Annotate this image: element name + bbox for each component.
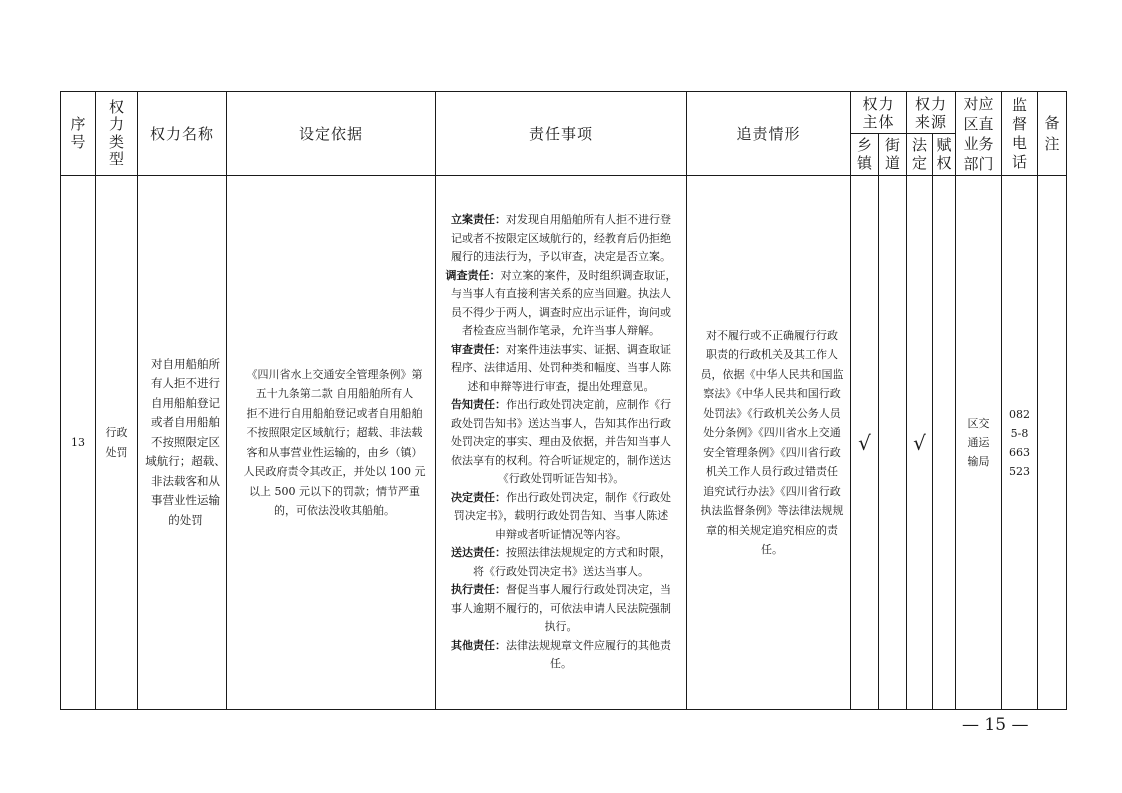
header-seq: 序 号 xyxy=(61,92,96,176)
check-street xyxy=(879,176,907,710)
cell-dept: 区交 通运 输局 xyxy=(956,176,1002,710)
responsibility-label: 调查责任： xyxy=(445,268,501,282)
responsibility-item xyxy=(436,637,686,674)
header-subject-street: 街 道 xyxy=(879,134,907,176)
responsibility-label: 告知责任： xyxy=(451,398,506,412)
header-source-statutory: 法 定 xyxy=(907,134,933,176)
check-granted xyxy=(933,176,956,710)
responsibility-item xyxy=(436,341,686,397)
responsibility-item xyxy=(436,267,686,341)
cell-basis: 《四川省水上交通安全管理条例》第 五十九条第二款 自用船舶所有人 拒不进行自用船舶登记或者自用船舶 不按照限定区域航行；超载、非法载 客和从事营业性运输的，由乡（镇） 人民政府责令其改正，并处以 100 元 以上 500 元以下的罚款；情节严重 的，可依法没收其船舶。 xyxy=(227,176,436,710)
responsibility-item xyxy=(436,489,686,545)
header-subject-town: 乡 镇 xyxy=(851,134,879,176)
header-responsibility: 责任事项 xyxy=(436,92,687,176)
check-town: √ xyxy=(851,176,879,710)
header-subject: 权力 主体 xyxy=(851,92,907,134)
responsibility-item xyxy=(436,211,686,267)
responsibility-text: 对案件违法事实、证据、调查取证 程序、法律适用、处罚种类和幅度、当事人陈 述和申辩等进行审查，提出处理意见。 xyxy=(451,342,671,393)
responsibility-label: 执行责任： xyxy=(451,583,506,597)
header-accountability: 追责情形 xyxy=(687,92,851,176)
header-basis: 设定依据 xyxy=(227,92,436,176)
header-type: 权 力 类 型 xyxy=(96,92,138,176)
header-remark: 备 注 xyxy=(1038,92,1067,176)
responsibility-text: 按照法律法规规定的方式和时限， 将《行政处罚决定书》送达当事人。 xyxy=(473,546,671,578)
responsibility-item xyxy=(436,544,686,581)
page-number: — 15 — xyxy=(962,715,1029,735)
responsibility-text: 督促当事人履行行政处罚决定，当 事人逾期不履行的，可依法申请人民法院强制 执行。 xyxy=(451,583,671,634)
responsibility-text: 作出行政处罚决定前，应制作《行 政处罚告知书》送达当事人，告知其作出行政 处罚决定的事实、理由及依据，并告知当事人 依法享有的权利。符合听证规定的，制作送达 《行政处罚听证告知书》。 xyxy=(451,398,671,486)
header-phone: 监 督 电 话 xyxy=(1002,92,1038,176)
responsibility-label: 审查责任： xyxy=(451,342,506,356)
cell-accountability: 对不履行或不正确履行行政 职责的行政机关及其工作人 员，依据《中华人民共和国监 察法》《中华人民共和国行政 处罚法》《行政机关公务人员 处分条例》《四川省水上交通 安全管理条例》《四川省行政 机关工作人员行政过错责任 追究试行办法》《四川省行政 执法监督条例》等法律法规规 章的相关规定追究相应的责 任。 xyxy=(687,176,851,710)
cell-type: 行政 处罚 xyxy=(96,176,138,710)
responsibility-label: 立案责任： xyxy=(451,213,506,227)
responsibility-item xyxy=(436,396,686,489)
cell-name: 对自用船舶所 有人拒不进行 自用船舶登记 或者自用船舶 不按照限定区 域航行；超载、 非法载客和从 事营业性运输 的处罚 xyxy=(138,176,227,710)
responsibility-item xyxy=(436,581,686,637)
power-list-table xyxy=(60,91,1067,710)
header-dept: 对应 区直 业务 部门 xyxy=(956,92,1002,176)
header-name: 权力名称 xyxy=(138,92,227,176)
responsibility-text: 作出行政处罚决定，制作《行政处 罚决定书》，载明行政处罚告知、当事人陈述 申辩或者听证情况等内容。 xyxy=(453,490,671,541)
responsibility-label: 决定责任： xyxy=(451,490,506,504)
header-source: 权力 来源 xyxy=(907,92,956,134)
cell-remark xyxy=(1038,176,1067,710)
cell-seq: 13 xyxy=(61,176,96,710)
responsibility-list xyxy=(436,211,686,674)
responsibility-text: 法律法规规章文件应履行的其他责 任。 xyxy=(506,638,671,671)
responsibility-text: 对发现自用船舶所有人拒不进行登 记或者不按限定区域航行的，经教育后仍拒绝 履行的违法行为，予以审查，决定是否立案。 xyxy=(451,213,671,264)
cell-responsibility xyxy=(436,176,687,710)
responsibility-text: 对立案的案件，及时组织调查取证， 与当事人有直接利害关系的应当回避。执法人 员不得少于两人，调查时应出示证件，询问或 者检查应当制作笔录，允许当事人辩解。 xyxy=(451,268,677,338)
cell-phone: 082 5-8 663 523 xyxy=(1002,176,1038,710)
responsibility-label: 其他责任： xyxy=(451,638,506,652)
check-statutory: √ xyxy=(907,176,933,710)
header-source-granted: 赋 权 xyxy=(933,134,956,176)
responsibility-label: 送达责任： xyxy=(451,546,506,560)
